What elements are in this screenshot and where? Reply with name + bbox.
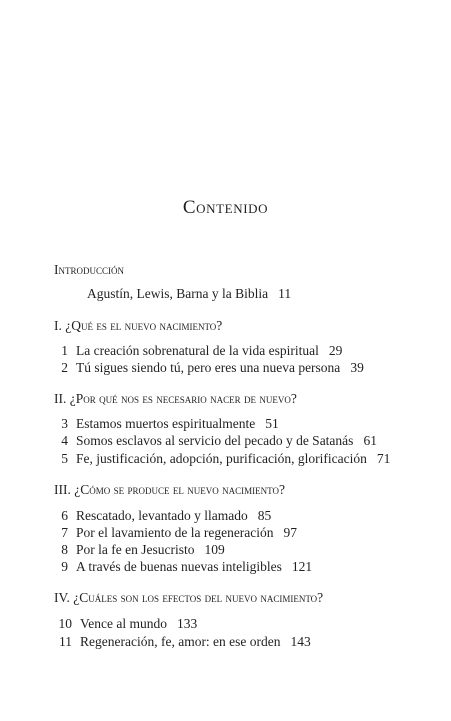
chapter-number: 7 [61,525,68,540]
entry-page: 133 [176,616,198,631]
entry-text: Fe, justificación, adopción, purificación, glorificación [76,451,367,466]
entry-page: 143 [290,634,311,649]
toc-entry-chapter-2[interactable] [54,360,364,376]
chapter-number: 5 [61,451,68,466]
entry-page: 71 [376,451,391,466]
entry-page: 51 [265,416,279,431]
entry-page: 11 [278,286,292,301]
entry-text: La creación sobrenatural de la vida espiritual [76,343,319,358]
chapter-number: 3 [61,416,68,431]
chapter-number: 8 [61,542,68,557]
section-heading-intro: Introducción [54,262,124,277]
entry-page: 121 [291,559,313,574]
toc-entry-chapter-6[interactable] [54,508,271,524]
chapter-number: 4 [61,433,68,448]
entry-page: 29 [328,343,343,358]
entry-text: Por el lavamiento de la regeneración [76,525,274,540]
toc-entry-chapter-9[interactable] [54,559,312,575]
toc-entry-chapter-11[interactable] [54,634,311,650]
page-title: Contenido [182,197,269,218]
chapter-number: 11 [59,634,72,649]
toc-entry-chapter-3[interactable] [54,416,279,432]
entry-page: 85 [257,508,272,523]
toc-entry-chapter-7[interactable] [54,525,297,541]
toc-entry-chapter-8[interactable] [54,542,225,558]
section-heading-part-4: IV. ¿Cuáles son los efectos del nuevo nacimiento? [54,590,324,605]
toc-entry-chapter-5[interactable] [54,451,390,467]
entry-text: Agustín, Lewis, Barna y la Biblia [87,286,269,301]
toc-entry-chapter-10[interactable] [54,616,197,632]
toc-entry-chapter-1[interactable] [54,343,342,359]
entry-page: 97 [283,525,298,540]
entry-page: 39 [350,360,364,375]
section-heading-part-3: III. ¿Cómo se produce el nuevo nacimiento? [54,482,285,497]
section-heading-part-1: I. ¿Qué es el nuevo nacimiento? [54,318,223,333]
entry-text: Vence al mundo [80,616,167,631]
toc-entry-chapter-4[interactable] [54,433,377,449]
entry-text: Tú sigues siendo tú, pero eres una nueva persona [76,360,341,375]
chapter-number: 9 [61,559,68,574]
entry-text: Regeneración, fe, amor: en ese orden [80,634,281,649]
entry-text: Por la fe en Jesucristo [76,542,195,557]
entry-page: 61 [363,433,377,448]
entry-text: Estamos muertos espiritualmente [76,416,256,431]
entry-text: A través de buenas nuevas inteligibles [76,559,282,574]
entry-text: Rescatado, levantado y llamado [76,508,248,523]
entry-page: 109 [204,542,225,557]
chapter-number: 10 [58,616,72,631]
chapter-number: 2 [61,360,68,375]
entry-text: Somos esclavos al servicio del pecado y de Satanás [76,433,354,448]
section-heading-part-2: II. ¿Por qué nos es necesario nacer de nuevo? [54,391,297,406]
toc-entry-intro[interactable] [87,286,291,302]
chapter-number: 6 [61,508,68,523]
chapter-number: 1 [61,343,68,358]
